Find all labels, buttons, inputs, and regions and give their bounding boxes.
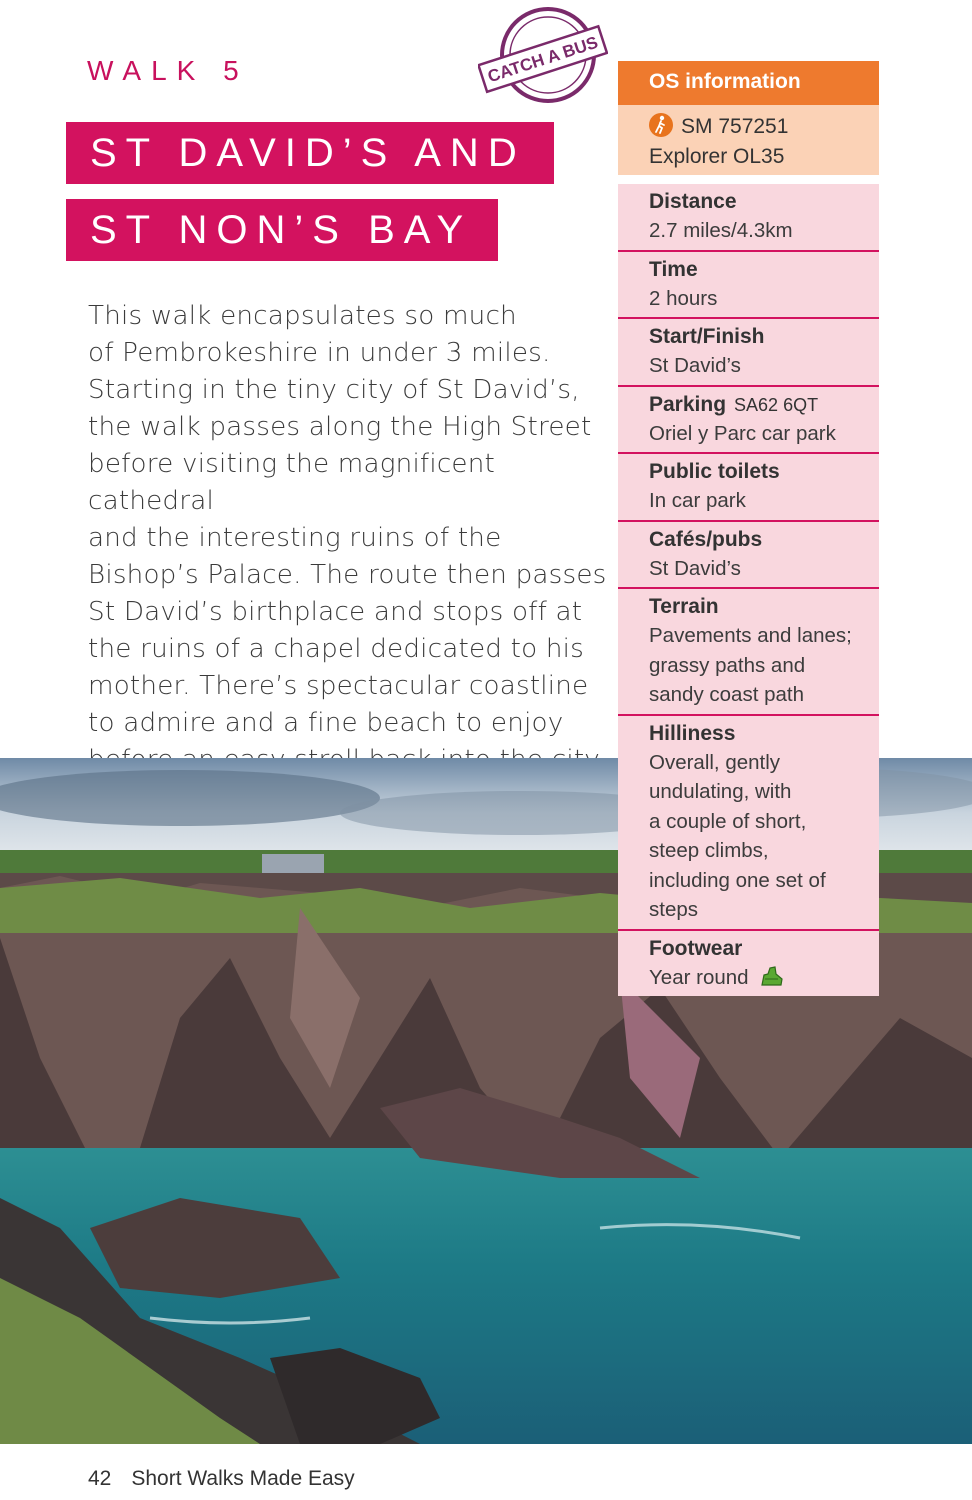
- info-key: Start/Finish: [649, 325, 765, 348]
- intro-line: mother. There’s spectacular coastline: [88, 671, 589, 701]
- info-value: sandy coast path: [649, 683, 804, 706]
- info-value: Overall, gently: [649, 750, 781, 774]
- footwear-row: [618, 931, 879, 997]
- info-value: a couple of short,: [649, 809, 807, 833]
- intro-line: of Pembrokeshire in under 3 miles.: [88, 338, 551, 368]
- book-title: Short Walks Made Easy: [131, 1467, 355, 1490]
- intro-line: before visiting the magnificent cathedral: [88, 449, 495, 516]
- os-heading: OS information: [618, 61, 879, 105]
- info-value: In car park: [649, 489, 746, 512]
- terrain-row: [618, 589, 879, 716]
- intro-line: and the interesting ruins of the: [88, 523, 502, 553]
- info-value: steep climbs,: [649, 839, 769, 862]
- info-value: 2.7 miles/4.3km: [649, 219, 793, 242]
- os-grid-ref: SM 757251: [681, 115, 789, 138]
- info-value: St David’s: [649, 354, 741, 377]
- info-key: Distance: [649, 190, 737, 213]
- intro-line: the ruins of a chapel dedicated to his: [88, 634, 584, 664]
- info-value: including one set of: [649, 868, 826, 892]
- walk-number: WALK 5: [87, 55, 249, 86]
- info-value: undulating, with: [649, 780, 792, 803]
- os-map: Explorer OL35: [649, 145, 785, 168]
- page-number: 42: [88, 1467, 112, 1490]
- distance-row: [618, 184, 879, 252]
- info-key: Footwear: [649, 936, 743, 960]
- intro-line: to admire and a fine beach to enjoy: [88, 708, 564, 738]
- walker-icon: [649, 113, 673, 137]
- intro-line: Bishop’s Palace. The route then passes: [88, 560, 607, 590]
- catch-a-bus-stamp: [478, 5, 608, 109]
- info-key: Parking: [649, 392, 727, 416]
- start-finish-row: [618, 319, 879, 387]
- info-key: Cafés/pubs: [649, 527, 763, 551]
- parking-postcode: SA62 6QT: [734, 394, 819, 415]
- info-value: Pavements and lanes;: [649, 624, 852, 647]
- title-line-1: ST DAVID’S AND: [66, 122, 554, 184]
- info-panel: [618, 61, 879, 996]
- toilets-row: [618, 454, 879, 522]
- info-value: steps: [649, 898, 698, 921]
- intro-line: the walk passes along the High Street: [88, 412, 592, 442]
- intro-line: Starting in the tiny city of St David’s,: [88, 375, 580, 405]
- os-details: [618, 105, 879, 175]
- info-value: 2 hours: [649, 286, 718, 310]
- title-line-2: ST NON’S BAY: [66, 199, 498, 261]
- intro-line: This walk encapsulates so much: [88, 301, 517, 331]
- info-key: Time: [649, 257, 698, 281]
- boot-icon: [758, 965, 784, 987]
- intro-line: St David’s birthplace and stops off at: [88, 597, 583, 627]
- info-value: Oriel y Parc car park: [649, 421, 836, 445]
- time-row: [618, 252, 879, 320]
- info-value: Year round: [649, 965, 749, 989]
- parking-row: [618, 387, 879, 455]
- info-key: Terrain: [649, 595, 719, 618]
- info-value: St David’s: [649, 556, 741, 580]
- intro-paragraph: [88, 298, 608, 779]
- stamp-text: CATCH A BUS: [485, 32, 601, 87]
- hilliness-row: [618, 716, 879, 931]
- info-key: Public toilets: [649, 460, 780, 483]
- info-value: grassy paths and: [649, 653, 806, 677]
- cafes-row: [618, 522, 879, 590]
- info-key: Hilliness: [649, 721, 736, 745]
- page-footer: [88, 1467, 355, 1491]
